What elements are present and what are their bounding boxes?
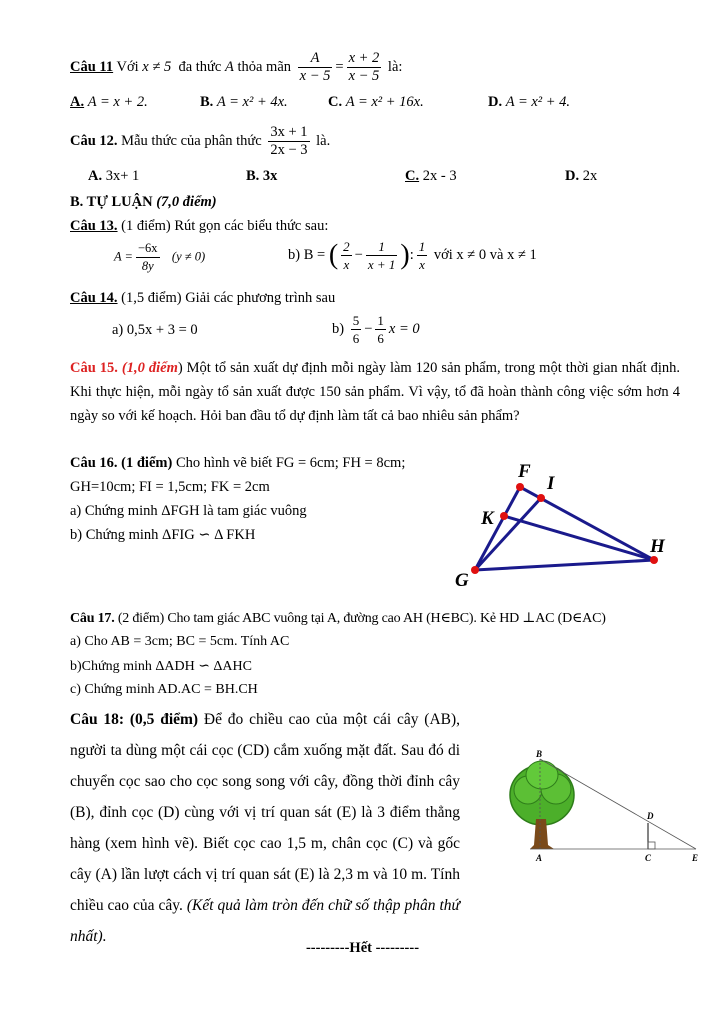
q12-option-b: B. 3x	[246, 168, 278, 184]
segment-gh	[475, 560, 654, 570]
q12-option-c: C. 2x - 3	[405, 168, 457, 184]
q14-text: (1,5 điểm) Giải các phương trình sau	[121, 290, 336, 306]
label-b: B	[536, 749, 543, 759]
q18-text: Để đo chiều cao của một cái cây (AB), người ta dùng một cái cọc (CD) cắm xuống mặt đất. Sau đó di chuyển cọc sao cho cọc song song với cây, đồng thời đỉnh cây (B), đỉnh cọc (D) cùng với vị trí quan sát (E) là 3 điểm thẳng hàng (xem hình vẽ). Biết cọc cao 1,5 m, chân cọc (C) và gốc cây (A) lần lượt cách vị trí quan sát (E) là 2,3 m và 10 m. Tính chiều cao của cây.	[70, 711, 461, 914]
q17-text: (2 điểm) Cho tam giác ABC vuông tại A, đường cao AH (H∈BC). Kẻ HD ⊥AC (D∈AC)	[117, 611, 606, 626]
q11-option-c: C. A = x² + 16x.	[328, 94, 424, 110]
point-g	[471, 566, 479, 574]
label-a: A	[536, 853, 543, 863]
label-d: D	[647, 811, 654, 821]
q16-text: Cho hình vẽ biết FG = 6cm; FH = 8cm;	[175, 455, 406, 471]
q12-option-a: A. 3x+ 1	[88, 168, 140, 184]
q16-part-b: b) Chứng minh ΔFIG ∽ Δ FKH	[70, 527, 256, 543]
q14-label: Câu 14.	[70, 290, 118, 306]
q11-fraction-rhs: $\frac{x + 2}{x - 5}$	[348, 50, 380, 84]
label-g: G	[455, 570, 469, 591]
q14-part-a: a) 0,5x + 3 = 0	[112, 322, 198, 338]
segment-kh	[504, 516, 654, 560]
q17-part-b: b)Chứng minh ΔADH ∽ ΔAHC	[70, 659, 252, 674]
q16-label: Câu 16. (1 điểm)	[70, 455, 173, 471]
q18-note: (Kết quả làm tròn đến chữ số thập phân thứ nhất).	[70, 897, 460, 945]
q13-text: (1 điểm) Rút gọn các biểu thức sau:	[121, 218, 329, 234]
label-c: C	[645, 853, 652, 863]
q11-text: thỏa mãn	[237, 58, 292, 75]
q18-figure	[500, 745, 710, 870]
q13-label: Câu 13.	[70, 218, 118, 234]
q17-part-c: c) Chứng minh AD.AC = BH.CH	[70, 682, 258, 697]
q11-text: Với	[116, 58, 139, 75]
point-k	[500, 512, 508, 520]
label-e: E	[692, 853, 699, 863]
q11-fraction-lhs: $\frac{A}{x - 5}$	[299, 50, 331, 84]
point-i	[537, 494, 545, 502]
q17-part-a: a) Cho AB = 3cm; BC = 5cm. Tính AC	[70, 634, 290, 649]
q12-text: là.	[316, 132, 331, 149]
q11-cond: x ≠ 5	[142, 58, 172, 75]
q12-text: Mẫu thức của phân thức	[121, 132, 262, 149]
q11-text: đa thức	[178, 58, 222, 75]
q16-part-a: a) Chứng minh ΔFGH là tam giác vuông	[70, 503, 307, 519]
q11-option-d: D. A = x² + 4.	[488, 94, 571, 110]
q11-var: A	[224, 58, 234, 75]
q15-points: (1,0 điểm	[121, 360, 178, 376]
q13-part-a: A = $\frac{-6x}{8y}$ (y ≠ 0)	[114, 241, 206, 273]
q12-label: Câu 12.	[70, 132, 118, 149]
q18-label: Câu 18: (0,5 điểm)	[70, 711, 199, 728]
footer-end: ---------Hết ---------	[305, 940, 420, 956]
q11-option-b: B. A = x² + 4x.	[200, 94, 288, 110]
label-i: I	[547, 473, 555, 494]
tree-icon	[510, 761, 574, 849]
section-b-title: B. TỰ LUẬN (7,0 điểm)	[70, 194, 217, 210]
q11-option-a: A. A = x + 2.	[70, 94, 148, 110]
point-f	[516, 483, 524, 491]
q17-line	[70, 610, 606, 627]
q11-text: là:	[387, 58, 403, 75]
q15-label: Câu 15.	[70, 360, 118, 376]
q17-label: Câu 17.	[70, 611, 115, 626]
q12-option-d: D. 2x	[565, 168, 598, 184]
q11-line: Câu 11 Với x ≠ 5 đa thức A thỏa mãn $\frac{A}{x - 5}$ = $\frac{x + 2}{x - 5}$ là:	[70, 50, 403, 84]
q18-paragraph	[70, 704, 460, 952]
label-h: H	[650, 536, 665, 557]
q12-fraction: $\frac{3x + 1}{2x - 3}$	[270, 124, 308, 158]
q15-text: ) Một tổ sản xuất dự định mỗi ngày làm 120 sản phẩm, trong một thời gian nhất định. Khi thực hiện, mỗi ngày tổ sản xuất được 150 sản phẩm. Vì vậy, tổ đã hoàn thành công việc sớm hơn 4 ngày so với kế hoạch. Hỏi ban đầu tổ dự định làm tất cả bao nhiêu sản phẩm?	[70, 360, 680, 424]
label-k: K	[481, 508, 494, 529]
point-h	[650, 556, 658, 564]
q13-part-b: b) B = ( $\frac{2}{x}$ − $\frac{1}{x + 1}$ ): $\frac{1}{x}$ với x ≠ 0 và x ≠ 1	[288, 239, 537, 272]
q14-part-b: b) $\frac{5}{6}$ − $\frac{1}{6}$ x = 0	[332, 313, 420, 346]
right-angle-mark	[648, 842, 655, 849]
label-f: F	[518, 461, 531, 482]
q16-line2: GH=10cm; FI = 1,5cm; FK = 2cm	[70, 479, 270, 495]
q11-label: Câu 11	[70, 58, 114, 75]
